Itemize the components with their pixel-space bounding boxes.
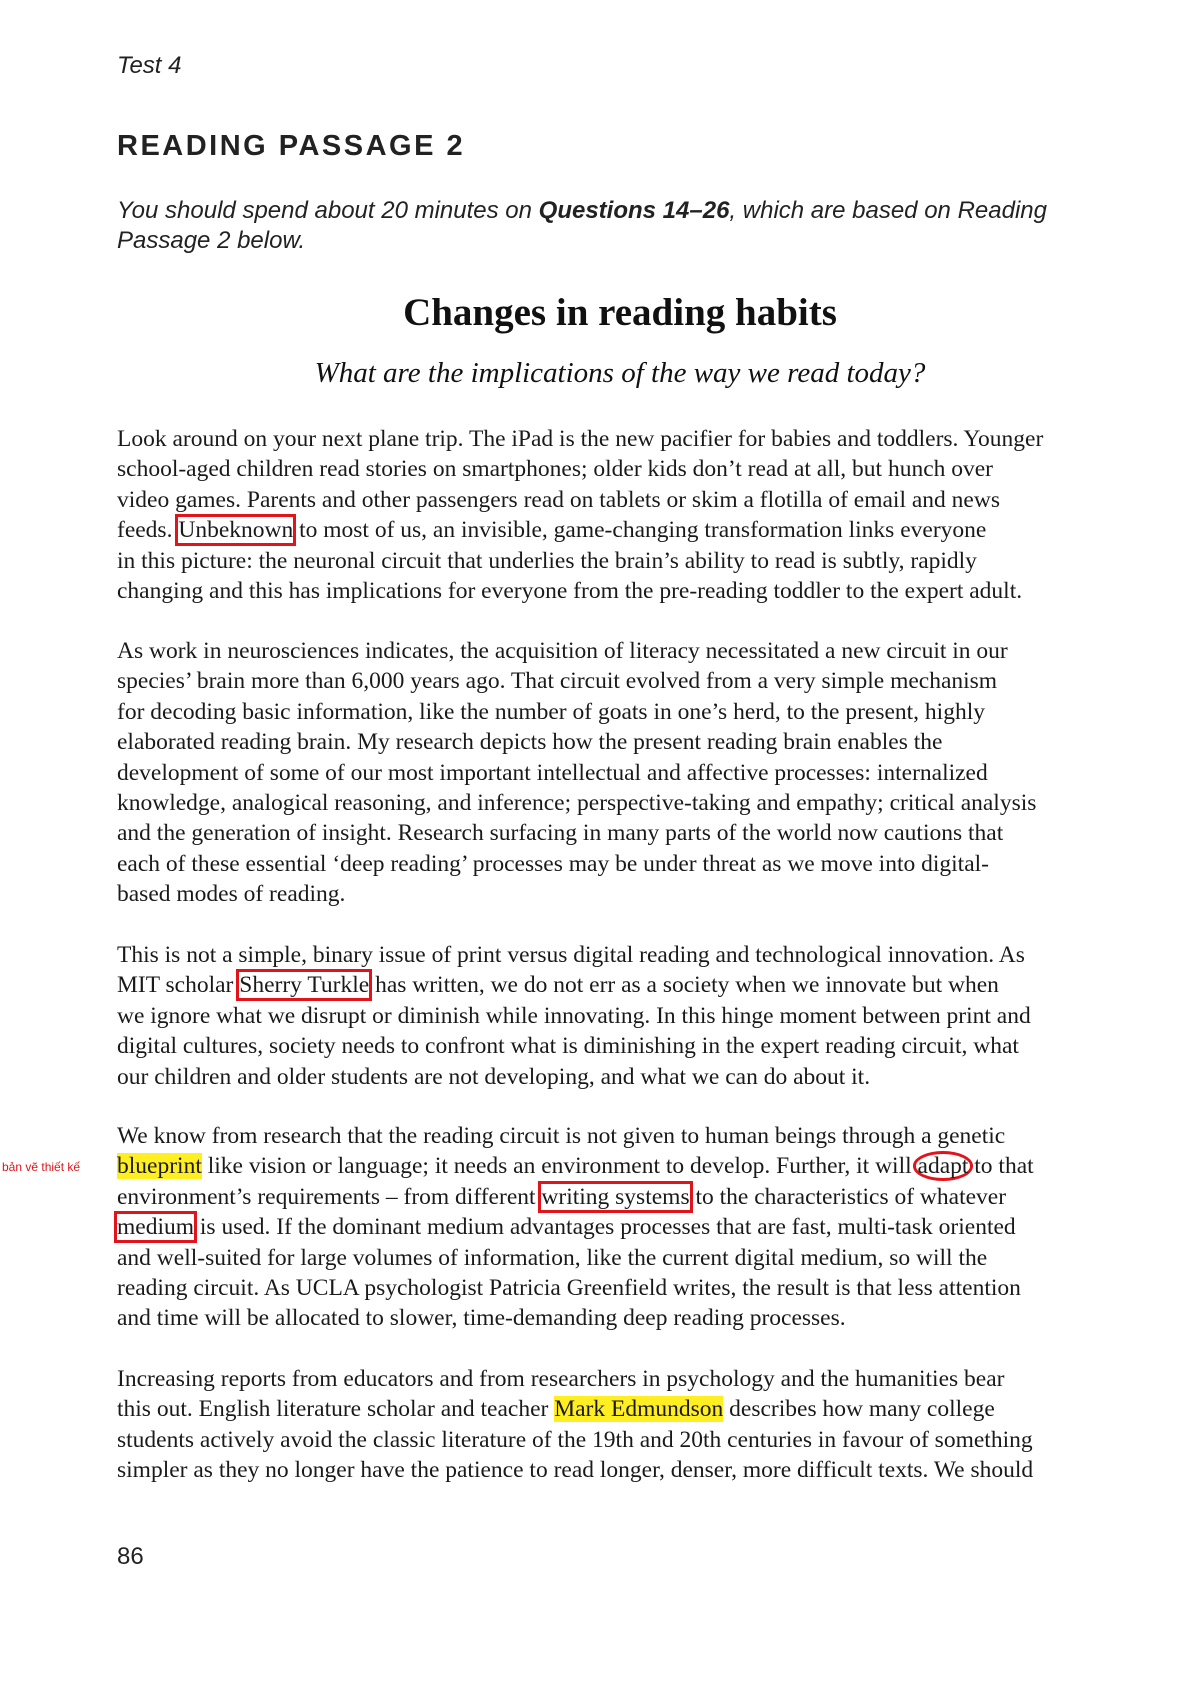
text-run: describes how many college <box>723 1396 995 1423</box>
text-run: like vision or language; it needs an environment to develop. Further, it will <box>201 1153 918 1180</box>
paragraph-line: school-aged children read stories on smartphones; older kids don’t read at all, but hunch over <box>117 456 994 483</box>
instructions-text-after: , which are based on Reading Passage 2 below. <box>117 197 1047 254</box>
paragraph-line: in this picture: the neuronal circuit that underlies the brain’s ability to read is subtly, rapidly <box>117 547 977 574</box>
highlighted-word-blueprint: blueprint <box>117 1153 202 1180</box>
paragraph-line: reading circuit. As UCLA psychologist Patricia Greenfield writes, the result is that less attention <box>117 1275 1021 1302</box>
paragraph-line: we ignore what we disrupt or diminish while innovating. In this hinge moment between print and <box>117 1002 1031 1029</box>
article-title: Changes in reading habits <box>403 291 837 334</box>
page-header-test-label: Test 4 <box>117 52 182 79</box>
paragraph-line: We know from research that the reading circuit is not given to human beings through a genetic <box>117 1123 1006 1149</box>
paragraph-line: digital cultures, society needs to confront what is diminishing in the expert reading circuit, what <box>117 1033 1019 1060</box>
paragraph-line: simpler as they no longer have the patience to read longer, denser, more difficult texts. We should <box>117 1457 1034 1484</box>
boxed-phrase-writing-systems: writing systems <box>541 1183 690 1210</box>
text-run: feeds. <box>117 517 179 544</box>
paragraph-5 <box>117 1364 1127 1486</box>
article-subtitle: What are the implications of the way we read today? <box>314 357 926 389</box>
paragraph-line <box>117 1212 1127 1242</box>
page-number: 86 <box>117 1543 144 1570</box>
paragraph-line <box>117 1151 1127 1181</box>
paragraph-line: and well-suited for large volumes of information, like the current digital medium, so will the <box>117 1244 988 1271</box>
boxed-name-sherry-turkle: Sherry Turkle <box>239 972 370 999</box>
highlighted-name-mark-edmundson: Mark Edmundson <box>554 1396 724 1423</box>
paragraph-line: each of these essential ‘deep reading’ processes may be under threat as we move into digital- <box>117 850 989 877</box>
paragraph-line: our children and older students are not developing, and what we can do about it. <box>117 1063 871 1090</box>
paragraph-line <box>117 970 1127 1000</box>
instructions-text-before: You should spend about 20 minutes on <box>117 197 539 224</box>
text-run: to most of us, an invisible, game-changing transformation links everyone <box>293 517 987 544</box>
paragraph-line: As work in neurosciences indicates, the acquisition of literacy necessitated a new circuit in our <box>117 638 1008 664</box>
paragraph-4 <box>117 1121 1127 1334</box>
passage-heading: READING PASSAGE 2 <box>117 130 466 162</box>
paragraph-1 <box>117 424 1127 606</box>
text-run: environment’s requirements – from different <box>117 1183 542 1210</box>
instructions-questions-range: Questions 14–26 <box>538 197 730 224</box>
text-run: to that <box>968 1153 1034 1180</box>
margin-annotation-note: bản vẽ thiết kế <box>2 1160 81 1174</box>
text-run: has written, we do not err as a society when we innovate but when <box>369 972 999 999</box>
paragraph-line: knowledge, analogical reasoning, and inference; perspective-taking and empathy; critical analysis <box>117 790 1037 817</box>
paragraph-line: development of some of our most important intellectual and affective processes: internalized <box>117 759 988 786</box>
paragraph-line: species’ brain more than 6,000 years ago. That circuit evolved from a very simple mechanism <box>117 668 998 695</box>
text-run: MIT scholar <box>117 972 240 999</box>
text-run: this out. English literature scholar and teacher <box>117 1396 555 1423</box>
paragraph-line: This is not a simple, binary issue of print versus digital reading and technological innovation. As <box>117 942 1025 968</box>
paragraph-line: for decoding basic information, like the number of goats in one’s herd, to the present, highly <box>117 698 985 725</box>
boxed-word-medium: medium <box>117 1214 195 1241</box>
paragraph-line: Increasing reports from educators and from researchers in psychology and the humanities bear <box>117 1366 1005 1392</box>
paragraph-line <box>117 515 1127 545</box>
paragraph-line: students actively avoid the classic literature of the 19th and 20th centuries in favour of something <box>117 1426 1033 1453</box>
paragraph-2 <box>117 636 1127 910</box>
paragraph-line: based modes of reading. <box>117 881 346 908</box>
paragraph-line: video games. Parents and other passengers read on tablets or skim a flotilla of email and news <box>117 486 1000 513</box>
text-run: is used. If the dominant medium advantages processes that are fast, multi-task oriented <box>194 1214 1016 1241</box>
paragraph-line: Look around on your next plane trip. The iPad is the new pacifier for babies and toddlers. Younger <box>117 426 1044 452</box>
instructions <box>117 196 1117 256</box>
paragraph-line: changing and this has implications for everyone from the pre-reading toddler to the expert adult. <box>117 578 1023 605</box>
paragraph-line: and the generation of insight. Research surfacing in many parts of the world now cautions that <box>117 820 1004 847</box>
paragraph-line: elaborated reading brain. My research depicts how the present reading brain enables the <box>117 729 943 756</box>
boxed-word-unbeknown: Unbeknown <box>178 517 294 544</box>
paragraph-line: and time will be allocated to slower, time-demanding deep reading processes. <box>117 1305 846 1332</box>
text-run: to the characteristics of whatever <box>689 1183 1007 1210</box>
circled-word-adapt: adapt <box>913 1151 974 1181</box>
paragraph-3 <box>117 940 1127 1092</box>
paragraph-line <box>117 1182 1127 1212</box>
paragraph-line <box>117 1394 1127 1424</box>
